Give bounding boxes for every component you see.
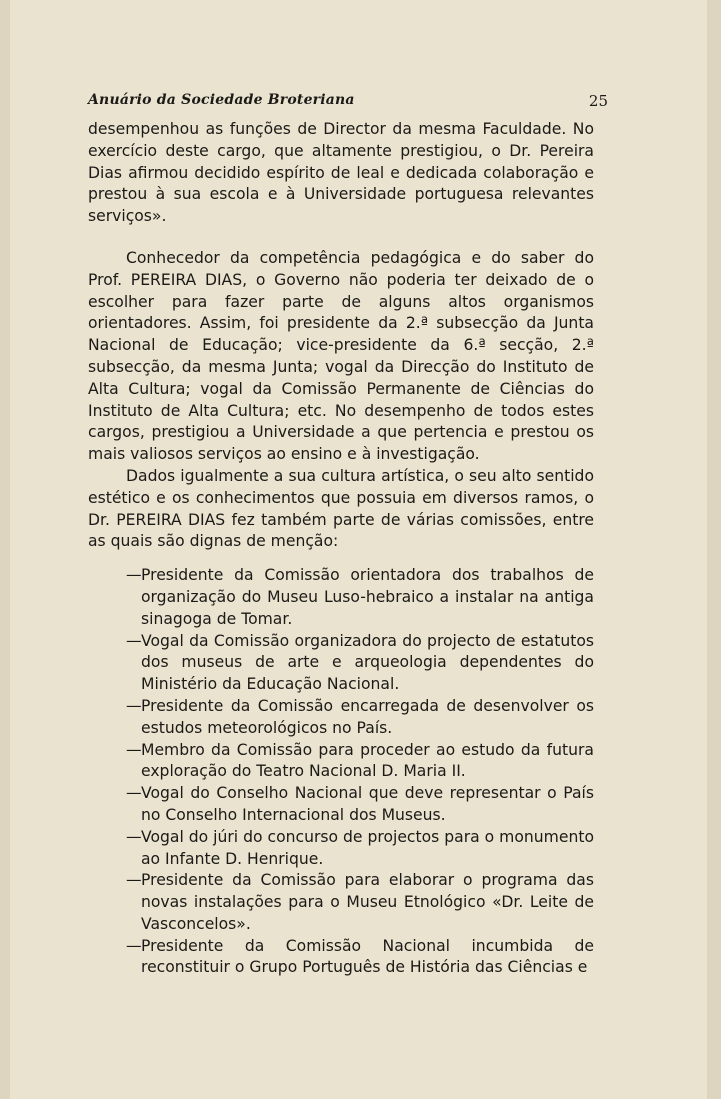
dash-marker: — [126, 784, 142, 803]
dash-marker: — [126, 696, 142, 715]
list-item [88, 783, 594, 827]
list-item-text: Membro da Comissão para proceder ao estudo da futura exploração do Teatro Nacional D. Maria II. [141, 740, 594, 781]
list-item-text: Presidente da Comissão Nacional incumbida de reconstituir o Grupo Português de História das Ciências e [141, 936, 594, 977]
dash-marker: — [126, 631, 142, 650]
journal-title: Anuário da Sociedade Broteriana [88, 92, 355, 108]
dash-marker: — [126, 827, 142, 846]
list-item-text: Vogal da Comissão organizadora do projecto de estatutos dos museus de arte e arqueologia dependentes do Ministério da Educação Nacional. [141, 631, 594, 694]
paragraph-government-roles: Conhecedor da competência pedagógica e do saber do Prof. PEREIRA DIAS, o Governo não poderia ter deixado de o escolher para fazer parte de alguns altos organismos orientadores. Assim, foi presidente da 2.ª subsecção da Junta Nacional de Educação; vice-presidente da 6.ª secção, 2.ª subsecção, da mesma Junta; vogal da Direcção do Instituto de Alta Cultura; vogal da Comissão Permanente de Ciências do Instituto de Alta Cultura; etc. No desempenho de todos estes cargos, prestigiou a Universidade a que pertencia e prestou os mais valiosos serviços ao ensino e à investigação. [88, 248, 594, 464]
dash-marker: — [126, 566, 142, 585]
list-item [88, 740, 594, 784]
list-item-text: Presidente da Comissão encarregada de desenvolver os estudos meteorológicos no País. [141, 696, 594, 737]
list-item [88, 565, 594, 630]
paragraph-commissions-intro: Dados igualmente a sua cultura artística, o seu alto sentido estético e os conhecimentos que possuia em diversos ramos, o Dr. PEREIRA DIAS fez também parte de várias comissões, entre as quais são dignas de menção: [88, 466, 594, 551]
paragraph-continuation: desempenhou as funções de Director da mesma Faculdade. No exercício deste cargo, que altamente prestigiou, o Dr. Pereira Dias afirmou decidido espírito de leal e dedicada colaboração e prestou à sua escola e à Universidade portuguesa relevantes serviços». [88, 120, 594, 226]
list-item-text: Vogal do júri do concurso de projectos para o monumento ao Infante D. Henrique. [141, 827, 594, 868]
body-text [88, 119, 594, 979]
list-item-text: Presidente da Comissão para elaborar o programa das novas instalações para o Museu Etnológico «Dr. Leite de Vasconcelos». [141, 871, 594, 933]
list-item [88, 696, 594, 740]
list-item [88, 631, 594, 696]
list-item-text: Vogal do Conselho Nacional que deve representar o País no Conselho Internacional dos Museus. [141, 784, 594, 824]
list-item [88, 936, 594, 980]
dash-marker: — [126, 871, 142, 890]
commissions-list [88, 565, 594, 979]
list-item [88, 827, 594, 871]
list-item-text: Presidente da Comissão orientadora dos trabalhos de organização do Museu Luso-hebraico a instalar na antiga sinagoga de Tomar. [141, 566, 594, 628]
dash-marker: — [126, 936, 142, 955]
list-item [88, 870, 594, 935]
running-head [88, 92, 608, 112]
page-number: 25 [588, 92, 608, 110]
dash-marker: — [126, 740, 142, 759]
